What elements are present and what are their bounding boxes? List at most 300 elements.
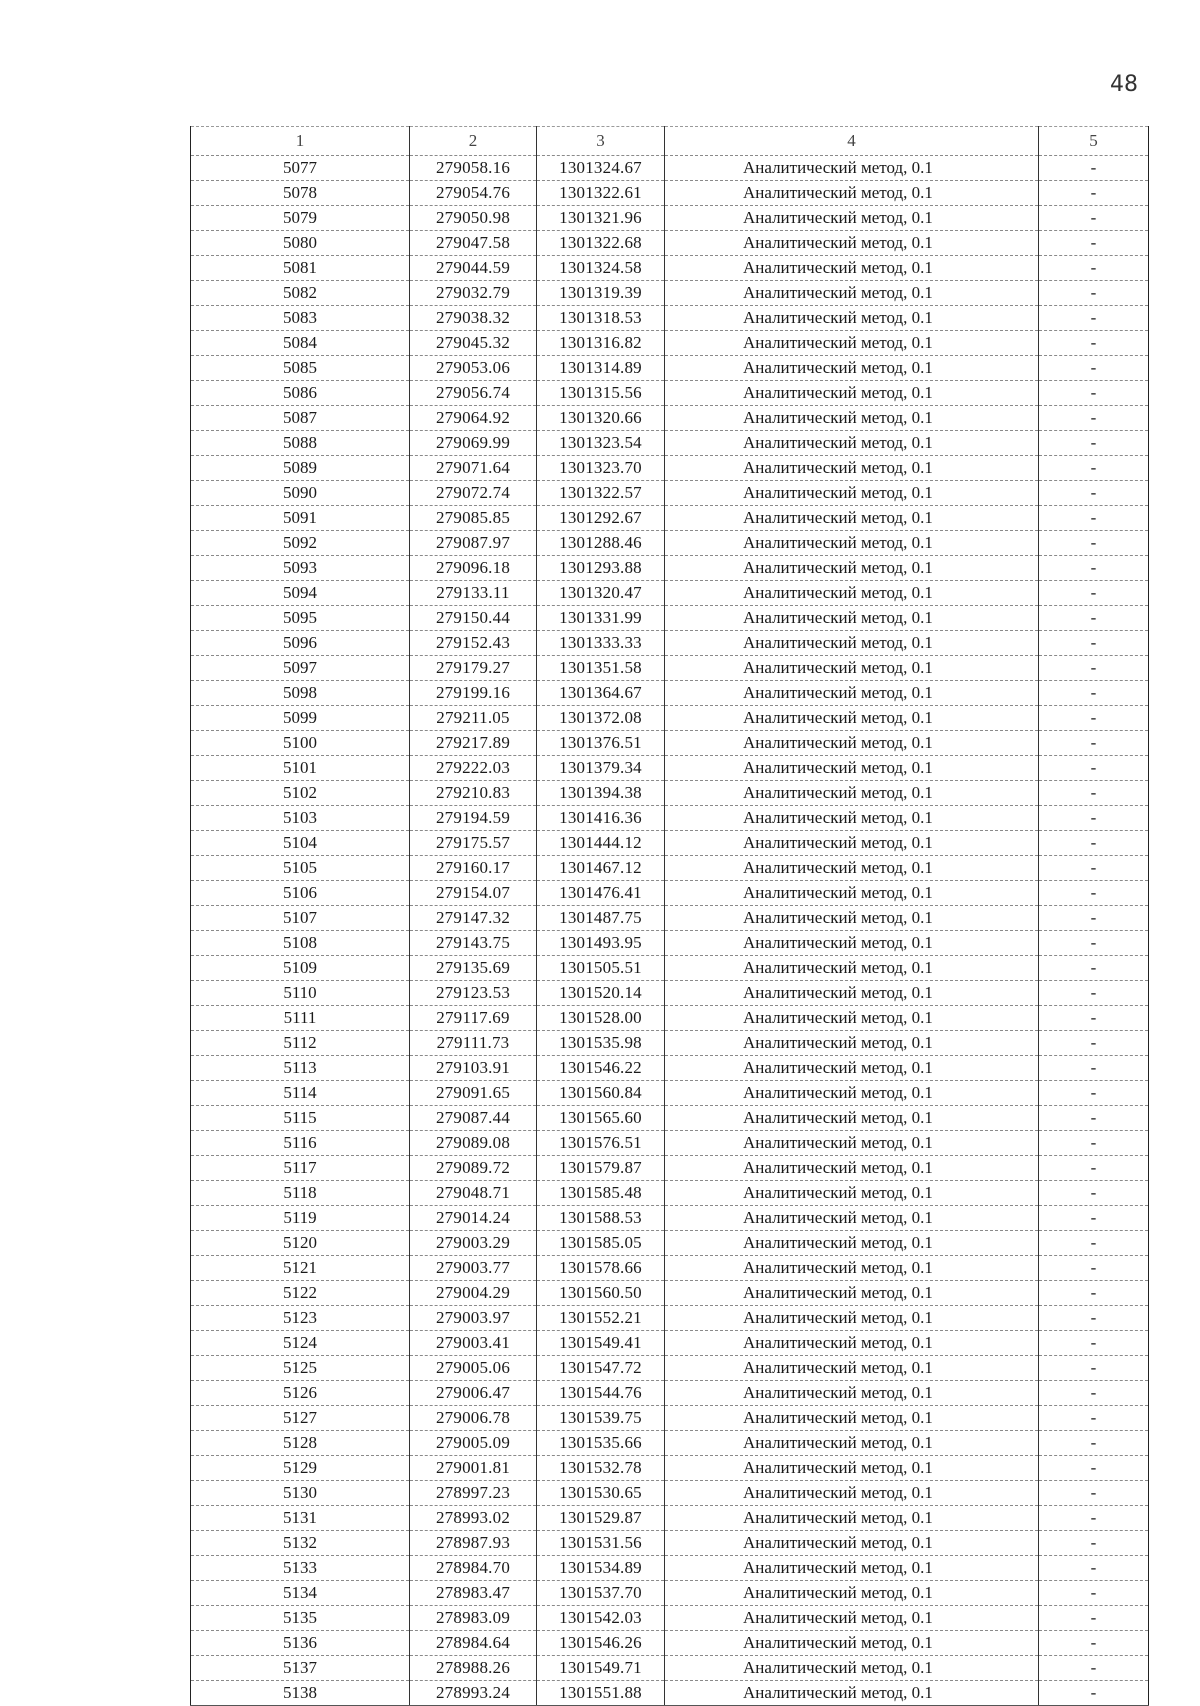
x-coordinate-cell: 278984.70 <box>410 1556 537 1581</box>
table-row <box>191 881 1149 906</box>
column-header-3: 3 <box>537 127 665 156</box>
point-number-cell: 5115 <box>191 1106 410 1131</box>
table-row <box>191 1556 1149 1581</box>
method-cell: Аналитический метод, 0.1 <box>665 356 1039 381</box>
x-coordinate-cell: 279091.65 <box>410 1081 537 1106</box>
method-cell: Аналитический метод, 0.1 <box>665 1156 1039 1181</box>
method-cell: Аналитический метод, 0.1 <box>665 981 1039 1006</box>
dash-cell: - <box>1039 631 1149 656</box>
table-row <box>191 1481 1149 1506</box>
x-coordinate-cell: 279001.81 <box>410 1456 537 1481</box>
method-cell: Аналитический метод, 0.1 <box>665 781 1039 806</box>
dash-cell: - <box>1039 956 1149 981</box>
dash-cell: - <box>1039 1406 1149 1431</box>
y-coordinate-cell: 1301546.26 <box>537 1631 665 1656</box>
method-cell: Аналитический метод, 0.1 <box>665 456 1039 481</box>
method-cell: Аналитический метод, 0.1 <box>665 381 1039 406</box>
point-number-cell: 5096 <box>191 631 410 656</box>
column-header-5: 5 <box>1039 127 1149 156</box>
point-number-cell: 5130 <box>191 1481 410 1506</box>
method-cell: Аналитический метод, 0.1 <box>665 556 1039 581</box>
method-cell: Аналитический метод, 0.1 <box>665 1631 1039 1656</box>
x-coordinate-cell: 279210.83 <box>410 781 537 806</box>
method-cell: Аналитический метод, 0.1 <box>665 906 1039 931</box>
y-coordinate-cell: 1301528.00 <box>537 1006 665 1031</box>
table-row <box>191 831 1149 856</box>
table-row <box>191 1431 1149 1456</box>
dash-cell: - <box>1039 1056 1149 1081</box>
dash-cell: - <box>1039 1681 1149 1706</box>
point-number-cell: 5134 <box>191 1581 410 1606</box>
point-number-cell: 5104 <box>191 831 410 856</box>
method-cell: Аналитический метод, 0.1 <box>665 956 1039 981</box>
y-coordinate-cell: 1301588.53 <box>537 1206 665 1231</box>
y-coordinate-cell: 1301520.14 <box>537 981 665 1006</box>
dash-cell: - <box>1039 531 1149 556</box>
method-cell: Аналитический метод, 0.1 <box>665 581 1039 606</box>
table-row <box>191 981 1149 1006</box>
method-cell: Аналитический метод, 0.1 <box>665 631 1039 656</box>
table-row <box>191 1656 1149 1681</box>
y-coordinate-cell: 1301314.89 <box>537 356 665 381</box>
point-number-cell: 5099 <box>191 706 410 731</box>
table-row <box>191 1406 1149 1431</box>
table-row <box>191 1606 1149 1631</box>
y-coordinate-cell: 1301376.51 <box>537 731 665 756</box>
point-number-cell: 5082 <box>191 281 410 306</box>
point-number-cell: 5090 <box>191 481 410 506</box>
x-coordinate-cell: 279160.17 <box>410 856 537 881</box>
table-row <box>191 606 1149 631</box>
x-coordinate-cell: 279211.05 <box>410 706 537 731</box>
table-row <box>191 381 1149 406</box>
y-coordinate-cell: 1301322.57 <box>537 481 665 506</box>
y-coordinate-cell: 1301534.89 <box>537 1556 665 1581</box>
table-row <box>191 656 1149 681</box>
x-coordinate-cell: 278987.93 <box>410 1531 537 1556</box>
point-number-cell: 5135 <box>191 1606 410 1631</box>
dash-cell: - <box>1039 1356 1149 1381</box>
y-coordinate-cell: 1301292.67 <box>537 506 665 531</box>
table-row <box>191 206 1149 231</box>
x-coordinate-cell: 278988.26 <box>410 1656 537 1681</box>
dash-cell: - <box>1039 706 1149 731</box>
y-coordinate-cell: 1301372.08 <box>537 706 665 731</box>
y-coordinate-cell: 1301560.50 <box>537 1281 665 1306</box>
y-coordinate-cell: 1301320.66 <box>537 406 665 431</box>
y-coordinate-cell: 1301578.66 <box>537 1256 665 1281</box>
x-coordinate-cell: 279150.44 <box>410 606 537 631</box>
method-cell: Аналитический метод, 0.1 <box>665 1006 1039 1031</box>
method-cell: Аналитический метод, 0.1 <box>665 656 1039 681</box>
x-coordinate-cell: 279003.97 <box>410 1306 537 1331</box>
x-coordinate-cell: 279175.57 <box>410 831 537 856</box>
point-number-cell: 5131 <box>191 1506 410 1531</box>
table-row <box>191 731 1149 756</box>
method-cell: Аналитический метод, 0.1 <box>665 606 1039 631</box>
dash-cell: - <box>1039 1156 1149 1181</box>
table-row <box>191 1106 1149 1131</box>
y-coordinate-cell: 1301351.58 <box>537 656 665 681</box>
method-cell: Аналитический метод, 0.1 <box>665 231 1039 256</box>
method-cell: Аналитический метод, 0.1 <box>665 1206 1039 1231</box>
x-coordinate-cell: 279003.77 <box>410 1256 537 1281</box>
x-coordinate-cell: 279047.58 <box>410 231 537 256</box>
y-coordinate-cell: 1301320.47 <box>537 581 665 606</box>
table-row <box>191 231 1149 256</box>
point-number-cell: 5102 <box>191 781 410 806</box>
y-coordinate-cell: 1301585.05 <box>537 1231 665 1256</box>
table-body <box>191 156 1149 1706</box>
method-cell: Аналитический метод, 0.1 <box>665 1531 1039 1556</box>
dash-cell: - <box>1039 656 1149 681</box>
method-cell: Аналитический метод, 0.1 <box>665 706 1039 731</box>
x-coordinate-cell: 279089.72 <box>410 1156 537 1181</box>
method-cell: Аналитический метод, 0.1 <box>665 681 1039 706</box>
table-row <box>191 1081 1149 1106</box>
y-coordinate-cell: 1301560.84 <box>537 1081 665 1106</box>
dash-cell: - <box>1039 581 1149 606</box>
dash-cell: - <box>1039 206 1149 231</box>
point-number-cell: 5123 <box>191 1306 410 1331</box>
method-cell: Аналитический метод, 0.1 <box>665 281 1039 306</box>
x-coordinate-cell: 279006.47 <box>410 1381 537 1406</box>
y-coordinate-cell: 1301537.70 <box>537 1581 665 1606</box>
dash-cell: - <box>1039 456 1149 481</box>
x-coordinate-cell: 279053.06 <box>410 356 537 381</box>
dash-cell: - <box>1039 606 1149 631</box>
point-number-cell: 5105 <box>191 856 410 881</box>
method-cell: Аналитический метод, 0.1 <box>665 831 1039 856</box>
method-cell: Аналитический метод, 0.1 <box>665 1356 1039 1381</box>
method-cell: Аналитический метод, 0.1 <box>665 181 1039 206</box>
y-coordinate-cell: 1301532.78 <box>537 1456 665 1481</box>
dash-cell: - <box>1039 1231 1149 1256</box>
y-coordinate-cell: 1301505.51 <box>537 956 665 981</box>
method-cell: Аналитический метод, 0.1 <box>665 1281 1039 1306</box>
table-row <box>191 531 1149 556</box>
point-number-cell: 5088 <box>191 431 410 456</box>
point-number-cell: 5136 <box>191 1631 410 1656</box>
point-number-cell: 5081 <box>191 256 410 281</box>
point-number-cell: 5091 <box>191 506 410 531</box>
table-row <box>191 756 1149 781</box>
y-coordinate-cell: 1301530.65 <box>537 1481 665 1506</box>
method-cell: Аналитический метод, 0.1 <box>665 531 1039 556</box>
table-row <box>191 1581 1149 1606</box>
y-coordinate-cell: 1301323.70 <box>537 456 665 481</box>
column-header-2: 2 <box>410 127 537 156</box>
method-cell: Аналитический метод, 0.1 <box>665 481 1039 506</box>
y-coordinate-cell: 1301544.76 <box>537 1381 665 1406</box>
table-row <box>191 1056 1149 1081</box>
y-coordinate-cell: 1301476.41 <box>537 881 665 906</box>
dash-cell: - <box>1039 1031 1149 1056</box>
dash-cell: - <box>1039 931 1149 956</box>
point-number-cell: 5107 <box>191 906 410 931</box>
dash-cell: - <box>1039 156 1149 181</box>
dash-cell: - <box>1039 881 1149 906</box>
point-number-cell: 5095 <box>191 606 410 631</box>
dash-cell: - <box>1039 1531 1149 1556</box>
y-coordinate-cell: 1301323.54 <box>537 431 665 456</box>
method-cell: Аналитический метод, 0.1 <box>665 431 1039 456</box>
y-coordinate-cell: 1301535.66 <box>537 1431 665 1456</box>
dash-cell: - <box>1039 856 1149 881</box>
point-number-cell: 5087 <box>191 406 410 431</box>
method-cell: Аналитический метод, 0.1 <box>665 756 1039 781</box>
y-coordinate-cell: 1301333.33 <box>537 631 665 656</box>
method-cell: Аналитический метод, 0.1 <box>665 1081 1039 1106</box>
dash-cell: - <box>1039 1081 1149 1106</box>
table-row <box>191 1231 1149 1256</box>
point-number-cell: 5078 <box>191 181 410 206</box>
dash-cell: - <box>1039 1306 1149 1331</box>
method-cell: Аналитический метод, 0.1 <box>665 856 1039 881</box>
table-row <box>191 456 1149 481</box>
dash-cell: - <box>1039 506 1149 531</box>
y-coordinate-cell: 1301315.56 <box>537 381 665 406</box>
x-coordinate-cell: 279152.43 <box>410 631 537 656</box>
dash-cell: - <box>1039 906 1149 931</box>
table-row <box>191 1506 1149 1531</box>
x-coordinate-cell: 279199.16 <box>410 681 537 706</box>
y-coordinate-cell: 1301394.38 <box>537 781 665 806</box>
table-row <box>191 806 1149 831</box>
method-cell: Аналитический метод, 0.1 <box>665 1556 1039 1581</box>
point-number-cell: 5117 <box>191 1156 410 1181</box>
table-row <box>191 1256 1149 1281</box>
method-cell: Аналитический метод, 0.1 <box>665 806 1039 831</box>
x-coordinate-cell: 279154.07 <box>410 881 537 906</box>
x-coordinate-cell: 279050.98 <box>410 206 537 231</box>
point-number-cell: 5125 <box>191 1356 410 1381</box>
x-coordinate-cell: 279194.59 <box>410 806 537 831</box>
y-coordinate-cell: 1301331.99 <box>537 606 665 631</box>
dash-cell: - <box>1039 831 1149 856</box>
point-number-cell: 5111 <box>191 1006 410 1031</box>
dash-cell: - <box>1039 1256 1149 1281</box>
table-row <box>191 1681 1149 1706</box>
dash-cell: - <box>1039 481 1149 506</box>
dash-cell: - <box>1039 181 1149 206</box>
point-number-cell: 5080 <box>191 231 410 256</box>
point-number-cell: 5121 <box>191 1256 410 1281</box>
dash-cell: - <box>1039 1206 1149 1231</box>
x-coordinate-cell: 279014.24 <box>410 1206 537 1231</box>
x-coordinate-cell: 279096.18 <box>410 556 537 581</box>
point-number-cell: 5077 <box>191 156 410 181</box>
x-coordinate-cell: 279044.59 <box>410 256 537 281</box>
point-number-cell: 5128 <box>191 1431 410 1456</box>
method-cell: Аналитический метод, 0.1 <box>665 1581 1039 1606</box>
dash-cell: - <box>1039 406 1149 431</box>
x-coordinate-cell: 279003.29 <box>410 1231 537 1256</box>
dash-cell: - <box>1039 981 1149 1006</box>
point-number-cell: 5113 <box>191 1056 410 1081</box>
x-coordinate-cell: 279135.69 <box>410 956 537 981</box>
dash-cell: - <box>1039 431 1149 456</box>
method-cell: Аналитический метод, 0.1 <box>665 1381 1039 1406</box>
x-coordinate-cell: 279179.27 <box>410 656 537 681</box>
x-coordinate-cell: 278993.02 <box>410 1506 537 1531</box>
table-row <box>191 706 1149 731</box>
x-coordinate-cell: 279058.16 <box>410 156 537 181</box>
x-coordinate-cell: 279064.92 <box>410 406 537 431</box>
point-number-cell: 5120 <box>191 1231 410 1256</box>
table-row <box>191 1356 1149 1381</box>
point-number-cell: 5092 <box>191 531 410 556</box>
y-coordinate-cell: 1301322.68 <box>537 231 665 256</box>
table-row <box>191 956 1149 981</box>
y-coordinate-cell: 1301547.72 <box>537 1356 665 1381</box>
point-number-cell: 5127 <box>191 1406 410 1431</box>
dash-cell: - <box>1039 356 1149 381</box>
dash-cell: - <box>1039 1606 1149 1631</box>
point-number-cell: 5118 <box>191 1181 410 1206</box>
dash-cell: - <box>1039 1331 1149 1356</box>
point-number-cell: 5129 <box>191 1456 410 1481</box>
method-cell: Аналитический метод, 0.1 <box>665 731 1039 756</box>
table-row <box>191 681 1149 706</box>
dash-cell: - <box>1039 331 1149 356</box>
method-cell: Аналитический метод, 0.1 <box>665 406 1039 431</box>
table-row <box>191 506 1149 531</box>
point-number-cell: 5109 <box>191 956 410 981</box>
method-cell: Аналитический метод, 0.1 <box>665 1606 1039 1631</box>
method-cell: Аналитический метод, 0.1 <box>665 1506 1039 1531</box>
y-coordinate-cell: 1301579.87 <box>537 1156 665 1181</box>
y-coordinate-cell: 1301565.60 <box>537 1106 665 1131</box>
x-coordinate-cell: 279048.71 <box>410 1181 537 1206</box>
x-coordinate-cell: 279222.03 <box>410 756 537 781</box>
table-row <box>191 781 1149 806</box>
y-coordinate-cell: 1301531.56 <box>537 1531 665 1556</box>
x-coordinate-cell: 279143.75 <box>410 931 537 956</box>
x-coordinate-cell: 279117.69 <box>410 1006 537 1031</box>
method-cell: Аналитический метод, 0.1 <box>665 156 1039 181</box>
x-coordinate-cell: 279005.09 <box>410 1431 537 1456</box>
method-cell: Аналитический метод, 0.1 <box>665 1681 1039 1706</box>
x-coordinate-cell: 279133.11 <box>410 581 537 606</box>
x-coordinate-cell: 279054.76 <box>410 181 537 206</box>
point-number-cell: 5084 <box>191 331 410 356</box>
coordinates-table <box>190 126 1149 1706</box>
point-number-cell: 5098 <box>191 681 410 706</box>
dash-cell: - <box>1039 681 1149 706</box>
page-number: 48 <box>1110 72 1138 97</box>
method-cell: Аналитический метод, 0.1 <box>665 506 1039 531</box>
dash-cell: - <box>1039 806 1149 831</box>
x-coordinate-cell: 279103.91 <box>410 1056 537 1081</box>
dash-cell: - <box>1039 1381 1149 1406</box>
point-number-cell: 5093 <box>191 556 410 581</box>
method-cell: Аналитический метод, 0.1 <box>665 306 1039 331</box>
dash-cell: - <box>1039 306 1149 331</box>
y-coordinate-cell: 1301549.41 <box>537 1331 665 1356</box>
x-coordinate-cell: 279069.99 <box>410 431 537 456</box>
dash-cell: - <box>1039 1131 1149 1156</box>
y-coordinate-cell: 1301467.12 <box>537 856 665 881</box>
table-row <box>191 856 1149 881</box>
point-number-cell: 5133 <box>191 1556 410 1581</box>
x-coordinate-cell: 279087.97 <box>410 531 537 556</box>
dash-cell: - <box>1039 731 1149 756</box>
x-coordinate-cell: 279217.89 <box>410 731 537 756</box>
method-cell: Аналитический метод, 0.1 <box>665 1406 1039 1431</box>
column-header-4: 4 <box>665 127 1039 156</box>
y-coordinate-cell: 1301539.75 <box>537 1406 665 1431</box>
x-coordinate-cell: 278983.09 <box>410 1606 537 1631</box>
y-coordinate-cell: 1301416.36 <box>537 806 665 831</box>
point-number-cell: 5089 <box>191 456 410 481</box>
table-row <box>191 1456 1149 1481</box>
y-coordinate-cell: 1301542.03 <box>537 1606 665 1631</box>
method-cell: Аналитический метод, 0.1 <box>665 1231 1039 1256</box>
table-header-row <box>191 127 1149 156</box>
point-number-cell: 5138 <box>191 1681 410 1706</box>
y-coordinate-cell: 1301324.58 <box>537 256 665 281</box>
x-coordinate-cell: 279003.41 <box>410 1331 537 1356</box>
dash-cell: - <box>1039 1656 1149 1681</box>
y-coordinate-cell: 1301493.95 <box>537 931 665 956</box>
dash-cell: - <box>1039 381 1149 406</box>
point-number-cell: 5114 <box>191 1081 410 1106</box>
table-row <box>191 356 1149 381</box>
x-coordinate-cell: 279071.64 <box>410 456 537 481</box>
table-row <box>191 631 1149 656</box>
y-coordinate-cell: 1301318.53 <box>537 306 665 331</box>
table-row <box>191 1306 1149 1331</box>
x-coordinate-cell: 279123.53 <box>410 981 537 1006</box>
table-row <box>191 1531 1149 1556</box>
y-coordinate-cell: 1301324.67 <box>537 156 665 181</box>
y-coordinate-cell: 1301316.82 <box>537 331 665 356</box>
method-cell: Аналитический метод, 0.1 <box>665 1456 1039 1481</box>
y-coordinate-cell: 1301551.88 <box>537 1681 665 1706</box>
dash-cell: - <box>1039 781 1149 806</box>
method-cell: Аналитический метод, 0.1 <box>665 1106 1039 1131</box>
point-number-cell: 5110 <box>191 981 410 1006</box>
table-row <box>191 306 1149 331</box>
point-number-cell: 5097 <box>191 656 410 681</box>
table-row <box>191 181 1149 206</box>
dash-cell: - <box>1039 756 1149 781</box>
table-row <box>191 256 1149 281</box>
x-coordinate-cell: 279006.78 <box>410 1406 537 1431</box>
table-row <box>191 1031 1149 1056</box>
method-cell: Аналитический метод, 0.1 <box>665 256 1039 281</box>
dash-cell: - <box>1039 1481 1149 1506</box>
y-coordinate-cell: 1301322.61 <box>537 181 665 206</box>
x-coordinate-cell: 279004.29 <box>410 1281 537 1306</box>
y-coordinate-cell: 1301321.96 <box>537 206 665 231</box>
point-number-cell: 5119 <box>191 1206 410 1231</box>
point-number-cell: 5083 <box>191 306 410 331</box>
table-row <box>191 1331 1149 1356</box>
point-number-cell: 5086 <box>191 381 410 406</box>
method-cell: Аналитический метод, 0.1 <box>665 1481 1039 1506</box>
x-coordinate-cell: 279045.32 <box>410 331 537 356</box>
y-coordinate-cell: 1301576.51 <box>537 1131 665 1156</box>
x-coordinate-cell: 279038.32 <box>410 306 537 331</box>
dash-cell: - <box>1039 1106 1149 1131</box>
x-coordinate-cell: 279089.08 <box>410 1131 537 1156</box>
y-coordinate-cell: 1301288.46 <box>537 531 665 556</box>
dash-cell: - <box>1039 1581 1149 1606</box>
method-cell: Аналитический метод, 0.1 <box>665 1256 1039 1281</box>
method-cell: Аналитический метод, 0.1 <box>665 1306 1039 1331</box>
